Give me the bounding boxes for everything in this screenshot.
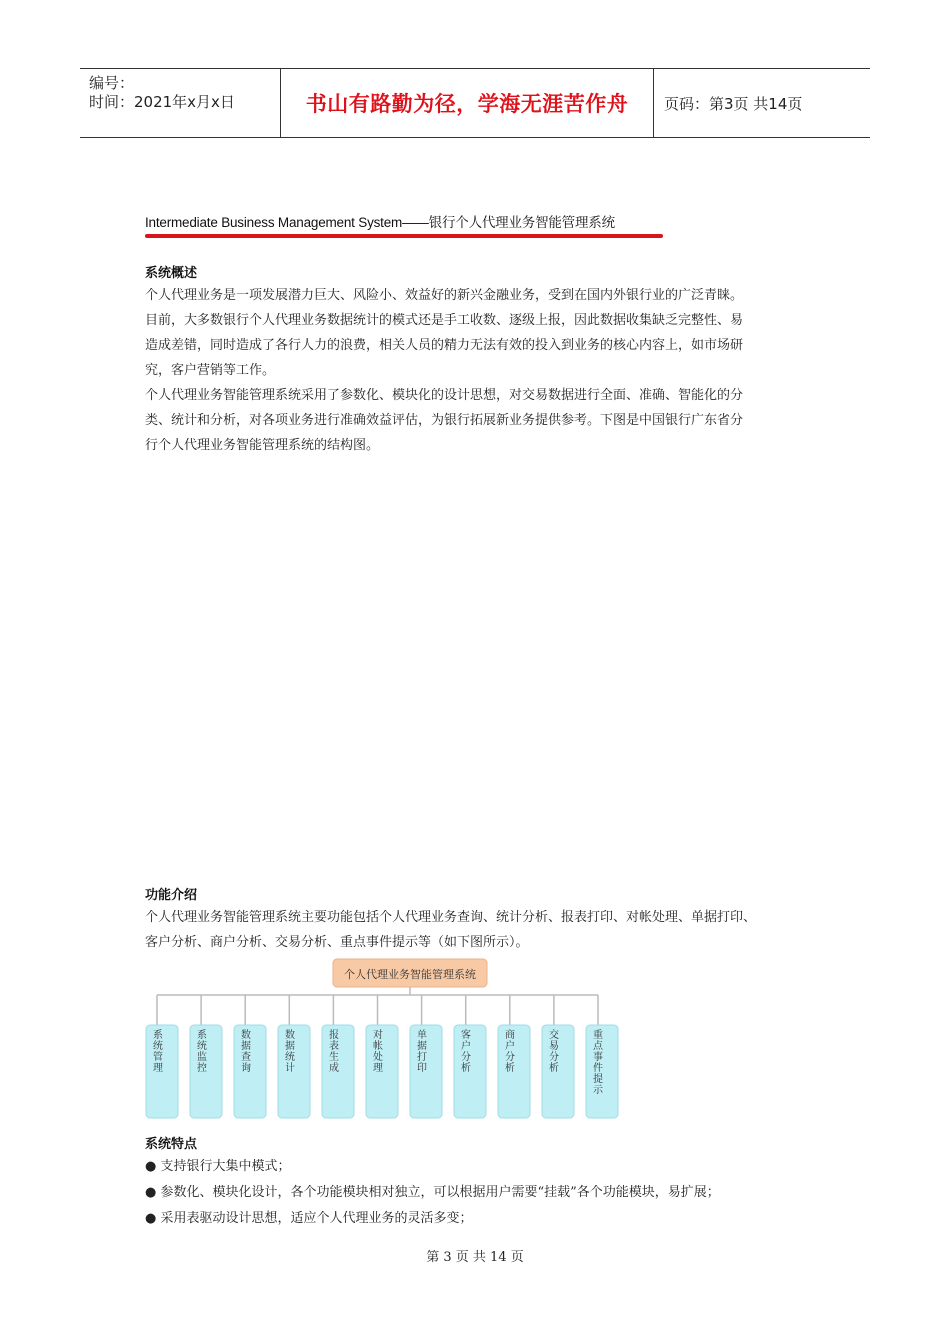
functions-heading: 功能介绍 bbox=[145, 888, 198, 903]
header-motto-cell bbox=[281, 69, 654, 137]
functions-line: 个人代理业务智能管理系统主要功能包括个人代理业务查询、统计分析、报表打印、对帐处理、单据打印、 bbox=[145, 910, 757, 925]
overview-heading: 系统概述 bbox=[145, 266, 198, 281]
diagram-module-label: 统 bbox=[153, 1041, 163, 1052]
overview-line: 究，客户营销等工作。 bbox=[145, 363, 276, 378]
page-footer: 第 3 页 共 14 页 bbox=[426, 1250, 524, 1265]
diagram-module-label: 交 bbox=[549, 1030, 559, 1041]
diagram-module-label: 分 bbox=[505, 1052, 515, 1063]
features-heading: 系统特点 bbox=[145, 1137, 198, 1152]
diagram-module-label: 重 bbox=[593, 1030, 603, 1041]
diagram-module-label: 印 bbox=[417, 1063, 427, 1074]
feature-bullet: ● 采用表驱动设计思想，适应个人代理业务的灵活多变； bbox=[145, 1211, 473, 1226]
diagram-module-label: 对 bbox=[373, 1030, 383, 1041]
diagram-module-label: 帐 bbox=[373, 1041, 383, 1052]
diagram-module-label: 析 bbox=[549, 1063, 559, 1074]
diagram-module-label: 件 bbox=[593, 1063, 603, 1074]
document-time-label: 时间：2021年x月x日 bbox=[89, 93, 235, 111]
diagram-module-label: 提 bbox=[593, 1074, 603, 1085]
overview-line: 类、统计和分析，对各项业务进行准确效益评估，为银行拓展新业务提供参考。下图是中国银行广东省分 bbox=[145, 413, 744, 428]
diagram-module-label: 统 bbox=[197, 1041, 207, 1052]
diagram-module-label: 易 bbox=[549, 1041, 559, 1052]
diagram-module-label: 系 bbox=[197, 1030, 207, 1041]
diagram-module-label: 数 bbox=[285, 1030, 295, 1041]
diagram-module-label: 系 bbox=[153, 1030, 163, 1041]
overview-line: 行个人代理业务智能管理系统的结构图。 bbox=[145, 438, 380, 453]
header-meta-cell bbox=[80, 69, 281, 137]
diagram-module-label: 商 bbox=[505, 1030, 515, 1041]
header-page-cell bbox=[654, 69, 870, 137]
header-page-info: 页码：第3页 共14页 bbox=[664, 94, 803, 113]
diagram-module-label: 打 bbox=[417, 1052, 427, 1063]
diagram-module-label: 示 bbox=[593, 1085, 603, 1096]
diagram-module-label: 管 bbox=[153, 1052, 163, 1063]
diagram-module-label: 据 bbox=[241, 1041, 251, 1052]
diagram-module-label: 控 bbox=[197, 1063, 207, 1074]
diagram-module-label: 据 bbox=[285, 1041, 295, 1052]
feature-bullet: ● 参数化、模块化设计，各个功能模块相对独立，可以根据用户需要“挂载”各个功能模块，易扩展； bbox=[145, 1185, 720, 1200]
overview-line: 个人代理业务智能管理系统采用了参数化、模块化的设计思想，对交易数据进行全面、准确、智能化的分 bbox=[145, 388, 744, 403]
diagram-module-label: 报 bbox=[329, 1030, 339, 1041]
diagram-module-label: 事 bbox=[593, 1052, 603, 1063]
overview-line: 目前，大多数银行个人代理业务数据统计的模式还是手工收数、逐级上报，因此数据收集缺乏完整性、易 bbox=[145, 313, 744, 328]
document-number-label: 编号： bbox=[89, 74, 135, 92]
header-motto: 书山有路勤为径，学海无涯苦作舟 bbox=[305, 92, 629, 116]
diagram-module-label: 单 bbox=[417, 1030, 427, 1041]
diagram-module-label: 分 bbox=[549, 1052, 559, 1063]
diagram-module-label: 析 bbox=[505, 1063, 515, 1074]
diagram-module-label: 理 bbox=[153, 1063, 163, 1074]
diagram-module-label: 成 bbox=[329, 1063, 339, 1074]
title-underline bbox=[145, 234, 663, 238]
overview-line: 造成差错，同时造成了各行人力的浪费，相关人员的精力无法有效的投入到业务的核心内容上，如市场研 bbox=[145, 338, 744, 353]
overview-paragraph bbox=[145, 283, 825, 458]
diagram-module-label: 点 bbox=[593, 1041, 603, 1052]
diagram-module-label: 据 bbox=[417, 1041, 427, 1052]
overview-line: 个人代理业务是一项发展潜力巨大、风险小、效益好的新兴金融业务，受到在国内外银行业的广泛青睐。 bbox=[145, 288, 744, 303]
diagram-module-label: 生 bbox=[329, 1052, 339, 1063]
diagram-module-label: 户 bbox=[505, 1041, 515, 1052]
feature-bullet: ● 支持银行大集中模式； bbox=[145, 1159, 291, 1174]
diagram-module-label: 理 bbox=[373, 1063, 383, 1074]
diagram-module-label: 统 bbox=[285, 1052, 295, 1063]
diagram-root-label: 个人代理业务智能管理系统 bbox=[344, 968, 476, 981]
diagram-module-label: 表 bbox=[329, 1041, 339, 1052]
diagram-module-label: 分 bbox=[461, 1052, 471, 1063]
diagram-module-label: 查 bbox=[241, 1052, 251, 1063]
document-title: Intermediate Business Management System——银行个人代理业务智能管理系统 bbox=[145, 215, 615, 230]
diagram-module-label: 监 bbox=[197, 1052, 207, 1063]
diagram-module-label: 计 bbox=[285, 1063, 295, 1074]
function-structure-diagram bbox=[0, 955, 950, 1125]
diagram-module-label: 处 bbox=[373, 1052, 383, 1063]
diagram-module-label: 询 bbox=[241, 1063, 251, 1074]
diagram-module-label: 析 bbox=[461, 1063, 471, 1074]
diagram-module-label: 数 bbox=[241, 1030, 251, 1041]
functions-paragraph bbox=[145, 905, 825, 955]
diagram-module-label: 客 bbox=[461, 1030, 471, 1041]
functions-line: 客户分析、商户分析、交易分析、重点事件提示等（如下图所示）。 bbox=[145, 935, 529, 950]
diagram-module-label: 户 bbox=[461, 1041, 471, 1052]
page-header bbox=[80, 68, 870, 138]
